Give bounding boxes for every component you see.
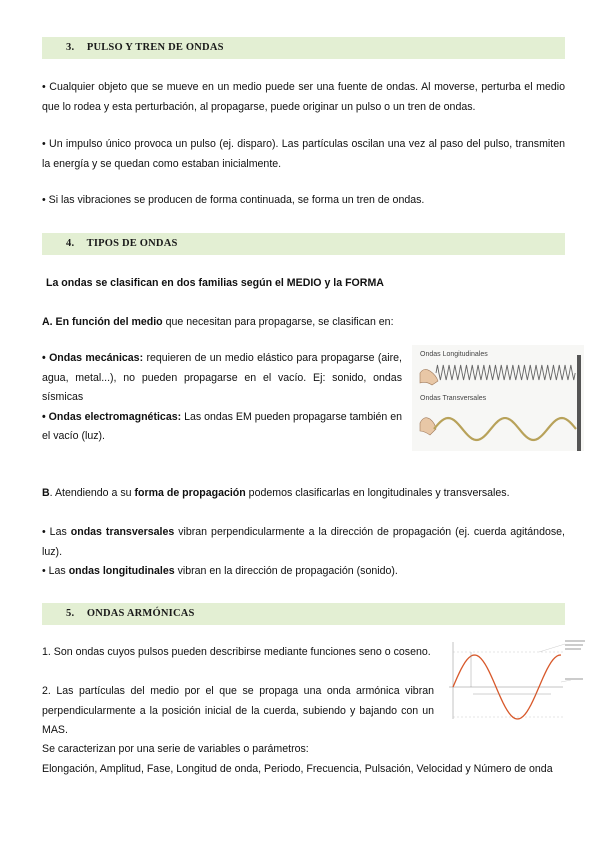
annotation-block-1: [565, 640, 585, 642]
section-5-number: 5.: [66, 608, 75, 619]
transverse-text-1: • Las: [42, 526, 71, 538]
section-3-number: 3.: [66, 42, 75, 53]
mechanical-waves-paragraph: [42, 349, 402, 447]
longitudinal-text-1: • Las: [42, 565, 69, 577]
section-5-paragraph-4: Elongación, Amplitud, Fase, Longitud de onda, Periodo, Frecuencia, Pulsación, Velocidad y Número de onda: [42, 763, 553, 775]
point-a-bold: A. En función del medio: [42, 316, 163, 328]
point-b-text-1: . Atendiendo a su: [49, 487, 135, 499]
em-bold: • Ondas electromagnéticas:: [42, 410, 182, 423]
label-transverse: Ondas Transversales: [420, 395, 487, 402]
point-b-bold: forma de propagación: [134, 487, 246, 499]
harmonic-wave-figure: [443, 634, 587, 724]
section-4-number: 4.: [66, 238, 75, 249]
section-4-header: [42, 233, 565, 255]
section-5-paragraph-1: 1. Son ondas cuyos pulsos pueden describirse mediante funciones seno o coseno.: [42, 646, 431, 658]
annotation-block-2: [565, 644, 583, 646]
section-5-header: [42, 603, 565, 625]
harmonic-wave-svg: [443, 634, 587, 724]
wave-types-svg: [412, 345, 584, 451]
section-3-paragraph-1: • Cualquier objeto que se mueve en un medio puede ser una fuente de ondas. Al moverse, perturba el medio que lo rodea y esta perturbación, al propagarse, puede originar un pulso o un tren de ondas.: [42, 81, 565, 113]
annotation-leader-1: [539, 644, 565, 652]
point-b-text-2: podemos clasificarlas en longitudinales y transversales.: [245, 487, 510, 499]
wall-post: [577, 355, 581, 451]
mechanical-rest: requieren de un medio elástico para propagarse (aire, agua, metal...), no pueden propagarse en el vacío. Ej: sonido, ondas sísmicas: [42, 352, 402, 403]
em-rest: Las ondas EM pueden propagarse también en el vacío (luz).: [42, 410, 402, 442]
annotation-block-4: [565, 678, 583, 680]
label-longitudinal: Ondas Longitudinales: [420, 351, 488, 358]
transverse-paragraph: [42, 523, 565, 582]
longitudinal-text-2: vibran en la dirección de propagación (sonido).: [174, 565, 398, 577]
section-3-header: [42, 37, 565, 59]
transverse-bold: ondas transversales: [70, 526, 175, 538]
transverse-text-2: vibran perpendicularmente a la dirección de propagación (ej. cuerda agitándose, luz).: [42, 526, 565, 558]
section-3-paragraph-3: • Si las vibraciones se producen de forma continuada, se forma un tren de ondas.: [42, 194, 425, 206]
section-5-title: ONDAS ARMÓNICAS: [86, 608, 195, 619]
section-4-title: TIPOS DE ONDAS: [86, 238, 178, 249]
section-4-point-b: [42, 484, 565, 504]
section-4-intro: La ondas se clasifican en dos familias según el MEDIO y la FORMA: [46, 277, 384, 289]
section-5-paragraph-3: Se caracterizan por una serie de variables o parámetros:: [42, 743, 309, 755]
point-b-letter: B: [42, 487, 50, 499]
point-a-rest: que necesitan para propagarse, se clasifican en:: [162, 316, 394, 328]
wave-types-figure: [412, 345, 584, 451]
section-3-title: PULSO Y TREN DE ONDAS: [86, 42, 224, 53]
longitudinal-bold: ondas longitudinales: [68, 565, 175, 577]
annotation-leader-2: [561, 680, 571, 682]
section-4-point-a: [42, 313, 565, 333]
mechanical-bold: • Ondas mecánicas:: [42, 352, 144, 364]
section-5-paragraph-2: 2. Las partículas del medio por el que se propaga una onda armónica vibran perpendicularmente a la posición inicial de la cuerda, subiendo y bajando con un MAS.: [42, 685, 434, 736]
section-3-paragraph-2: • Un impulso único provoca un pulso (ej. disparo). Las partículas oscilan una vez al paso del pulso, transmiten la energía y se quedan como estaban inicialmente.: [42, 138, 565, 170]
annotation-block-3: [565, 648, 581, 650]
